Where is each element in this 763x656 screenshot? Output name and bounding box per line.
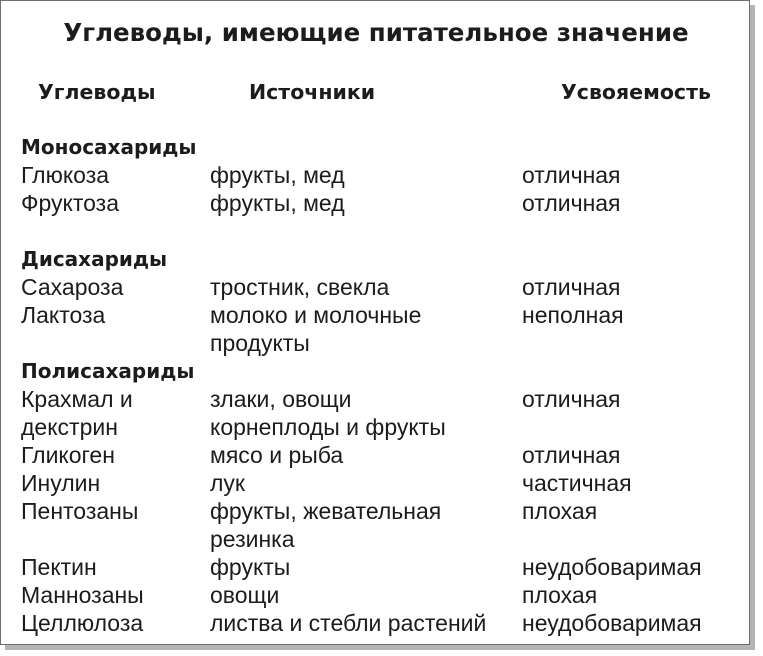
table-row (1, 189, 751, 217)
carb-digestibility: отличная (522, 190, 621, 216)
carb-digestibility: отличная (522, 386, 621, 412)
carb-name: Пектин (21, 554, 97, 580)
carb-name: Сахароза (21, 274, 124, 300)
carb-source: овощи (210, 582, 280, 608)
table-title: Углеводы, имеющие питательное значение (63, 18, 689, 47)
carb-source: фрукты, жевательная резинка (210, 498, 442, 552)
table-row (1, 273, 751, 301)
carb-source: фрукты, мед (210, 162, 345, 188)
carb-digestibility: отличная (522, 274, 621, 300)
carb-digestibility: неудобоваримая (522, 554, 702, 580)
carb-source: лук (210, 470, 245, 496)
group-title-monosaccharides: Моносахариды (21, 135, 197, 159)
group-title-disaccharides: Дисахариды (21, 247, 168, 271)
header-digestibility: Усвояемость (561, 80, 711, 104)
carb-name: Фруктоза (21, 190, 119, 216)
table-row (1, 497, 751, 553)
carb-name: Гликоген (21, 442, 115, 468)
carb-name: Маннозаны (21, 582, 144, 608)
group-spacer (1, 217, 751, 245)
table-row (1, 469, 751, 497)
carb-name: Лактоза (21, 302, 106, 328)
carb-name: Инулин (21, 470, 101, 496)
table-body (1, 133, 751, 637)
carb-source: мясо и рыба (210, 442, 344, 468)
carb-source: молоко и молочные продукты (210, 302, 422, 356)
group-title-polysaccharides: Полисахариды (21, 359, 195, 383)
carb-digestibility: плохая (522, 498, 598, 524)
table-row (1, 301, 751, 357)
table-row (1, 161, 751, 189)
header-carbohydrates: Углеводы (38, 80, 156, 104)
carb-name: Целлюлоза (21, 610, 144, 636)
carb-digestibility: неудобоваримая (522, 610, 702, 636)
carb-digestibility: неполная (522, 302, 624, 328)
carb-source: листва и стебли растений (210, 610, 487, 636)
table-row (1, 441, 751, 469)
carb-source: фрукты, мед (210, 190, 345, 216)
carb-name: Глюкоза (21, 162, 110, 188)
header-sources: Источники (249, 80, 376, 104)
carb-source: фрукты (210, 554, 291, 580)
carb-digestibility: отличная (522, 442, 621, 468)
table-row (1, 385, 751, 441)
carb-digestibility: плохая (522, 582, 598, 608)
carb-name: Крахмал и декстрин (21, 386, 133, 440)
carb-source: тростник, свекла (210, 274, 390, 300)
carb-name: Пентозаны (21, 498, 139, 524)
carb-digestibility: частичная (522, 470, 632, 496)
table-row (1, 553, 751, 581)
carb-digestibility: отличная (522, 162, 621, 188)
table-row (1, 609, 751, 637)
carb-source: злаки, овощи корнеплоды и фрукты (210, 386, 446, 440)
table-row (1, 581, 751, 609)
